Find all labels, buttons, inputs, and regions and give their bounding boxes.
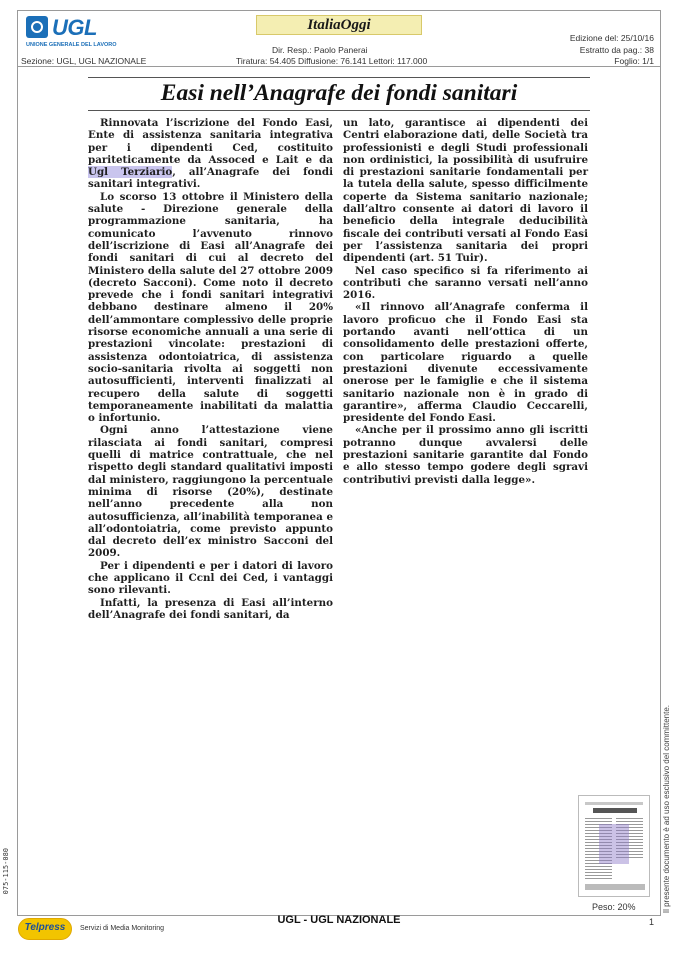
extract-page: Estratto da pag.: 38 bbox=[579, 45, 654, 55]
article-title: Easi nell’Anagrafe dei fondi sanitari bbox=[160, 80, 518, 106]
thumbnail-header bbox=[585, 802, 643, 805]
article-paragraph: Lo scorso 13 ottobre il Ministero della salute - Direzione generale della programmazione sanitaria, ha comunicato l’avvenuto rinnovo dell’iscrizione di Easi all’Anagrafe dei fondi sanitari di cui al decreto del Ministero della salute del 27 ottobre 2009 (decreto Sacconi). Come noto il decreto prevede che i fondi sanitari integrativi debbano destinare almeno il 20% dell’ammontare complessivo delle proprie risorse economiche annuali a una serie di prestazioni vincolate: prestazioni di assistenza odontoiatrica, di assistenza socio-sanitaria rivolta ai soggetti non autosufficienti, interventi finalizzati al recupero della salute di soggetti temporaneamente inabilitati da malattia o infortunio. bbox=[88, 190, 333, 425]
disclaimer-text: Il presente documento è ad uso esclusivo del committente. bbox=[662, 705, 671, 914]
edition-date: Edizione del: 25/10/16 bbox=[569, 33, 654, 43]
publication-name: ItaliaOggi bbox=[307, 17, 371, 33]
paragraph-text: Rinnovata l’iscrizione del Fondo Easi, Ente di assistenza sanitaria integrativa per i dipendenti Ced, costituito pariteticamente da Assoced e Lait e da bbox=[88, 117, 333, 166]
weight-label: Peso: 20% bbox=[592, 902, 636, 912]
article-paragraph: Infatti, la presenza di Easi all’interno dell’Anagrafe dei fondi sanitari, da bbox=[88, 596, 333, 621]
thumbnail-title bbox=[593, 808, 637, 813]
title-rule-bottom bbox=[88, 110, 590, 111]
article-column-2 bbox=[343, 117, 588, 486]
article-paragraph: un lato, garantisce ai dipendenti dei Centri elaborazione dati, delle Società tra professionisti e degli Studi professionali non ordinistici, la possibilità di usufruire di prestazioni sanitarie fondamentali per la tutela della salute, spesso difficilmente coperte da Sistema sanitario nazionale; dall’altro consente ai datori di lavoro il beneficio della integrale deducibilità fiscale dei contributi versati al Fondo Easi per l’assistenza sanitaria dei propri dipendenti (art. 51 Tuir). bbox=[343, 117, 588, 265]
page-number: 1 bbox=[649, 917, 655, 927]
thumbnail-footer bbox=[585, 884, 645, 890]
publication-banner bbox=[256, 15, 422, 35]
director-label: Dir. Resp.: Paolo Panerai bbox=[272, 45, 368, 55]
article-paragraph: «Anche per il prossimo anno gli iscritti potranno dunque avvalersi delle prestazioni sanitarie garantite dal Fondo e allo stesso tempo godere degli sgravi contributivi previsti dalla legge». bbox=[343, 424, 588, 486]
article-column-1 bbox=[88, 117, 333, 621]
ugl-logo bbox=[26, 16, 116, 50]
article-paragraph: Ogni anno l’attestazione viene rilasciata ai fondi sanitari, compresi quelli di matrice contrattuale, che nel rispetto degli standard qualitativi imposti dal ministero, raggiungono la percentuale minima di risorse (20%), destinate nell’anno precedente alla non autosufficienza, all’inabilità temporanea e all’odontoiatria, come previsto appunto dal decreto dell’ex ministro Sacconi del 2009. bbox=[88, 424, 333, 560]
article-paragraph bbox=[88, 117, 333, 191]
document-code bbox=[2, 848, 14, 918]
document-code-text: 075-115-080 bbox=[2, 848, 10, 895]
thumbnail-highlight bbox=[599, 824, 629, 864]
disclaimer-side bbox=[662, 705, 676, 915]
article-paragraph: Per i dipendenti e per i datori di lavoro che applicano il Ccnl dei Ced, i vantaggi sono rilevanti. bbox=[88, 559, 333, 597]
service-label: Servizi di Media Monitoring bbox=[80, 925, 165, 932]
highlighted-term: Ugl Terziario bbox=[88, 166, 173, 179]
title-rule-top bbox=[88, 77, 590, 78]
telpress-logo-text: Telpress bbox=[24, 922, 66, 933]
article-paragraph: «Il rinnovo all’Anagrafe conferma il lavoro proficuo che il Fondo Easi sta portando avanti nell’ottica di un consolidamento delle prestazioni offerte, con particolare riguardo a quelle prestazioni divenute eccessivamente onerose per le famiglie e che il sistema sanitario nazionale non è in grado di garantire», afferma Claudio Ceccarelli, presidente del Fondo Easi. bbox=[343, 301, 588, 425]
section-label: Sezione: UGL, UGL NAZIONALE bbox=[21, 56, 147, 66]
ugl-logo-icon bbox=[26, 16, 48, 38]
paragraph-text: , all’Anagrafe dei fondi sanitari integrativi. bbox=[88, 166, 333, 191]
ugl-logo-text: UGL bbox=[52, 15, 97, 40]
page-thumbnail bbox=[578, 795, 650, 897]
article-paragraph: Nel caso specifico si fa riferimento ai contributi che saranno versati nell’anno 2016. bbox=[343, 264, 588, 302]
circulation-label: Tiratura: 54.405 Diffusione: 76.141 Lettori: 117.000 bbox=[236, 56, 428, 66]
ugl-logo-subtitle: UNIONE GENERALE DEL LAVORO bbox=[26, 42, 117, 48]
footer-section: UGL - UGL NAZIONALE bbox=[277, 914, 401, 926]
sheet-number: Foglio: 1/1 bbox=[614, 56, 654, 66]
